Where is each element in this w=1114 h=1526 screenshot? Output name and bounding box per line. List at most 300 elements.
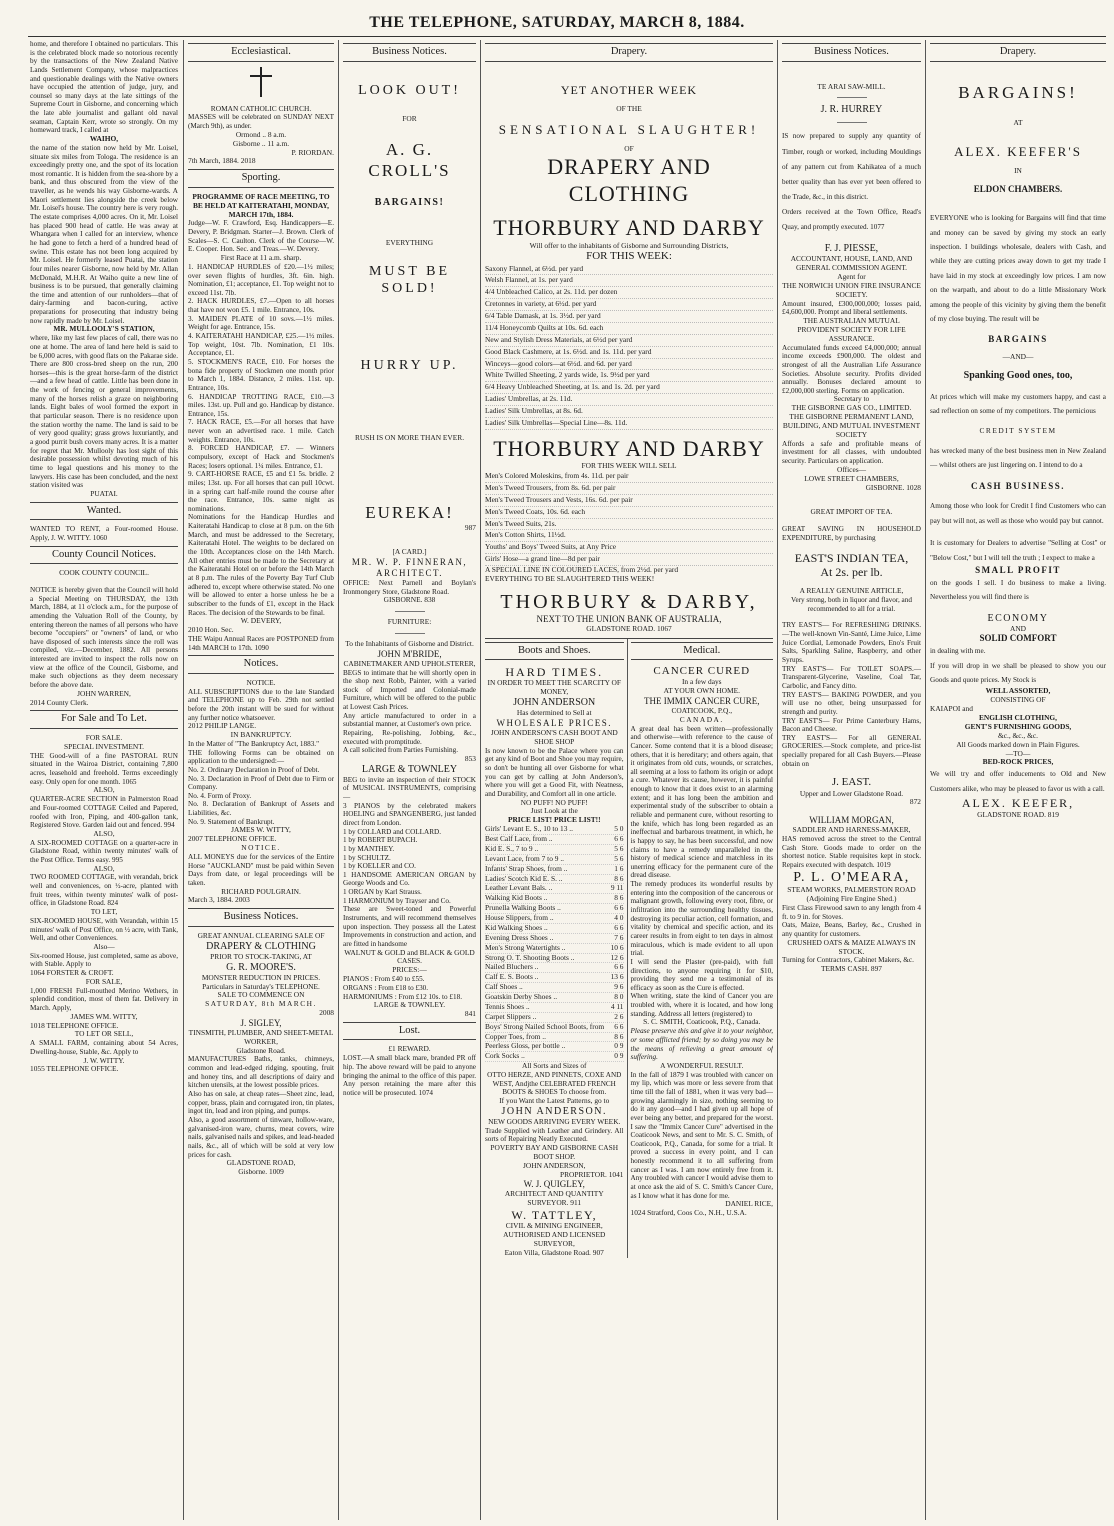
waipu-notice: THE Waipu Annual Races are POSTPONED from 14th MARCH to 17th. 1090: [188, 634, 334, 652]
list-item: Men's Colored Moleskins, from 4s. 11d. per pair: [485, 471, 773, 483]
ad-line: GISBORNE. 838: [383, 595, 436, 605]
list-item: Men's Cotton Shirts, 11½d.: [485, 530, 773, 542]
item-name: Ladies' Scotch Kid E. S. ..: [485, 873, 563, 883]
ad-line: AUTHORISED AND LICENSED SURVEYOR,: [503, 1230, 606, 1249]
ad-headline: G. R. MOORE'S.: [226, 961, 296, 973]
ad-line: PROPRIETOR. 1041: [559, 1169, 624, 1179]
signature: 2007 TELEPHONE OFFICE.: [188, 834, 277, 844]
list-item: 6/4 Table Damask, at 1s. 3½d. per yard: [485, 311, 773, 323]
ad-line: All Sorts and Sizes of: [522, 1061, 587, 1071]
ad-headline: W. J. QUIGLEY,: [523, 1179, 585, 1190]
tolet-ad: SIX-ROOMED HOUSE, with Verandah, within 15 minutes' walk of Post Office, on ½ acre, with Tank, Well, and other Conveniences.: [30, 916, 178, 943]
ad-line: MONSTER REDUCTION IN PRICES.: [201, 972, 321, 982]
ad-headline: J. EAST.: [831, 776, 872, 789]
wanted-ad: WANTED TO RENT, a Four-roomed House. Apply, J. W. WITTY. 1060: [30, 525, 178, 542]
ad-line: A WONDERFUL RESULT.: [660, 1060, 744, 1070]
signature: 2010 Hon. Sec.: [188, 625, 234, 635]
list-item: Ladies' Silk Umbrellas—Special Line—8s. 11d.: [485, 418, 773, 430]
section-header-sale: For Sale and To Let.: [30, 710, 178, 729]
ad-headline: HARD TIMES.: [505, 665, 604, 680]
item-price: 6 6: [614, 903, 624, 913]
item-price: 1 6: [614, 863, 624, 873]
ad-line: GREAT ANNUAL CLEARING SALE OF: [197, 930, 325, 940]
ad-line: &c., &c., &c.: [997, 730, 1039, 740]
ad-headline: DRAPERY AND CLOTHING: [547, 154, 711, 206]
item-name: Girls' Levant E. S., 10 to 13 ..: [485, 824, 573, 834]
ad-title: SPECIAL INVESTMENT.: [63, 741, 145, 751]
price-item: HARMONIUMS : From £12 10s. to £18.: [343, 992, 463, 1001]
also-label: Also—: [93, 941, 115, 951]
section-header-boots: Boots and Shoes.: [485, 642, 624, 661]
item-price: 8 0: [614, 992, 624, 1001]
also-label: ALSO,: [93, 863, 115, 873]
cross-icon: [260, 67, 262, 97]
ad-text: Any article manufactured to order in a substantial manner, at Customer's own price.: [343, 711, 476, 729]
column-4: [485, 40, 773, 1520]
signature: 2012 PHILIP LANGE.: [188, 721, 257, 731]
list-item: Ladies' Umbrellas, at 2s. 11d.: [485, 394, 773, 406]
ad-line: NO PUFF! NO PUFF!: [520, 797, 588, 807]
ad-line: POVERTY BAY AND GISBORNE CASH BOOT SHOP.: [490, 1142, 619, 1161]
subhead: MR. MULLOOLY'S STATION,: [53, 324, 155, 334]
ad-headline: EUREKA!: [365, 503, 454, 523]
ad-text: on the goods I sell. I do business to make a living. Nevertheless you will find there is: [930, 578, 1106, 602]
item-name: Evening Dress Shoes ..: [485, 932, 554, 942]
ad-text: Among those who look for Credit I find Customers who can pay but will not, as well as those who would pay but cannot.: [930, 502, 1106, 525]
ad-line: Agent for: [837, 272, 866, 282]
ad-headline: THORBURY & DARBY,: [500, 590, 758, 613]
ad-headline: At 2s. per lb.: [820, 564, 883, 579]
ad-line: Has determined to Sell at: [516, 708, 592, 718]
ad-line: GENT'S FURNISHING GOODS,: [964, 721, 1072, 731]
list-item: New and Stylish Dress Materials, at 6½d per yard: [485, 335, 773, 347]
race-item: 2. HACK HURDLES, £7.—Open to all horses that have not won £5. 1 mile. Entrance, 10s.: [188, 297, 334, 315]
ad-text: has wrecked many of the best business men in New Zealand — whilst others are just lingering on. I intend to do a: [930, 446, 1106, 470]
item-price: 4 11: [610, 1001, 624, 1011]
ad-text: in dealing with me.: [930, 647, 986, 656]
ad-text: If you will drop in we shall be pleased to show you our Goods and quote prices. My Stock is: [930, 661, 1106, 685]
sheep-ad: 1,000 FRESH Full-mouthed Merino Wethers, in splendid condition, most of them fat. Delivery in March. Apply,: [30, 986, 178, 1012]
instrument-item: 1 by SCHULTZ.: [343, 853, 391, 862]
race-notes: Nominations for the Handicap Hurdles and Kaiteratahi Handicap to close at 8 p.m. on the 6th March, and must be addressed to the Secretary, Kaiteratahi Hotel. The weights to be declared on the 10th. Acceptances close on the 14th March. All other entries must be made to the Secretary at the Kaiteratahi Hotel on or before the 14th March at 8 p.m. The rules of the Poverty Bay Turf Club adhered to, except where otherwise stated. No one will be allowed to enter a horse unless he be a subscriber to the funds of £1, except in the Hack Races. The decision of the Stewards to be final.: [188, 513, 334, 617]
item-price: 5 0: [614, 824, 624, 834]
ad-text: HAS removed across the street to the Central Cash Store. Goods made to order on the shortest notice. Stable requisites kept in stock. Repairs executed with despatch. 1019: [782, 834, 921, 869]
column-rule: [338, 40, 339, 1520]
ad-headline: BARGAINS!: [374, 197, 445, 209]
try-item: TRY EAST'S— BAKING POWDER, and you will use no other, being unsurpassed for strength and purity.: [782, 690, 921, 716]
masthead-rule: [28, 36, 1106, 37]
date-line: 7th March, 1884. 2018: [188, 156, 256, 166]
ad-line: If you Want the Latest Patterns, go to: [499, 1095, 610, 1105]
boot-price-list: [485, 825, 624, 1062]
boots-column: [485, 639, 628, 1258]
also-label: ALSO,: [93, 828, 115, 838]
ad-line: To the Inhabitants of Gisborne and District.: [345, 638, 474, 648]
try-item: TRY EAST'S— For all GENERAL GROCERIES.—Stock complete, and price-list specially prepared for all Cash Buyers.—Please obtain on: [782, 733, 921, 768]
column-2: [188, 40, 334, 1520]
ad-headline: SENSATIONAL SLAUGHTER!: [498, 121, 760, 137]
ad-line: BED-ROCK PRICES,: [982, 757, 1054, 767]
notice-title: IN BANKRUPTCY.: [230, 730, 292, 740]
story-paragraph: the name of the station now held by Mr. Loisel, situate six miles from Tologa. The residence is an exceedingly pretty one, and the spot of its location most romantic. It is hidden from the sea-shore by a bank, and thus obscured from the view of the traveller, as he wends his way Gisborne-wards. A Maori settlement lies alongside the creek below Mr. Loisel's house. The country here is very rough. The estate comprises 4,000 acres. On it, Mr. Loisel has placed 900 head of cattle. He was away at Whangara when I called for an interview, whence he had gone to fetch a herd of a hundred head of swine. This estate has not been long acquired by Mr. Loisel. He formerly leased Puatai, the station four miles nearer Gisborne, now held by Mr. Allan McDonald, M.H.R. At Waiho quite a new line of business is to be pursued, that generally claiming the time and attention of our runholders—that of dairy-farming and bacon-curing, active preparations for prosecuting that industry being now rapidly made by Mr. Loisel.: [30, 143, 178, 325]
ad-line: Just Look at the: [530, 806, 578, 816]
list-item: Good Black Cashmere, at 1s. 6½d. and 1s. 11d. per yard: [485, 347, 773, 359]
list-item: 6/4 Heavy Unbleached Sheeting, at 1s. and 1s. 2d. per yard: [485, 382, 773, 394]
ad-line: CANADA.: [679, 714, 724, 724]
race-title: PROGRAMME OF RACE MEETING, TO BE HELD AT KAITERATAHI, MONDAY, MARCH 17th, 1884.: [192, 191, 330, 219]
ad-text: 1 HANDSOME AMERICAN ORGAN by George Woods and Co.: [343, 870, 476, 888]
item-name: Peerless Gloss, per bottle ..: [485, 1041, 566, 1051]
ad-line: IN: [1014, 166, 1022, 176]
try-item: TRY EAST'S— For TOILET SOAPS.—Transparent-Glycerine, Vaseline, Coal Tar, Carbolic, and Fancy ditto.: [782, 664, 921, 690]
ad-line: £1 REWARD.: [388, 1044, 431, 1054]
ad-line: All Goods marked down in Plain Figures.: [956, 739, 1080, 749]
section-header-business: Business Notices.: [343, 43, 476, 62]
ad-number: 2008: [319, 1008, 334, 1018]
ad-line: PRICE LIST! PRICE LIST!!: [507, 815, 601, 825]
ad-headline: WHOLESALE PRICES.: [496, 718, 612, 729]
ad-text: 1 HARMONIUM by Trayser and Co.: [343, 896, 451, 905]
ad-line: EVERYTHING TO BE SLAUGHTERED THIS WEEK!: [485, 573, 655, 583]
ad-line: KAIAPOI and: [930, 704, 973, 714]
ad-headline: MR. W. P. FINNERAN, ARCHITECT.: [351, 557, 468, 579]
county-subhead: COOK COUNTY COUNCIL.: [59, 568, 149, 578]
church-notice: MASSES will be celebrated on SUNDAY NEXT (March 9th), as under.: [188, 113, 334, 131]
list-item: Welsh Flannel, at 1s. per yard: [485, 275, 773, 287]
ad-text: GREAT SAVING IN HOUSEHOLD EXPENDITURE, by purchasing: [782, 525, 921, 542]
ad-headline: ALEX. KEEFER'S: [954, 143, 1082, 159]
ad-line: OF: [624, 144, 634, 154]
signature: J. W. WITTY.: [83, 1055, 125, 1065]
ad-headline: CASH BUSINESS.: [970, 480, 1066, 491]
item-price: 8 6: [614, 1031, 624, 1041]
ad-line: FOR: [402, 114, 417, 124]
list-item: Men's Tweed Suits, 21s.: [485, 519, 773, 531]
ad-text: I will send the Plaster (pre-paid), with full directions, to anyone requiring it for $10, providing they send me a testimonial of its efficacy as soon as the Cure is effected.: [630, 957, 773, 992]
ad-text: Orders received at the Town Office, Read's Quay, and promptly executed. 1077: [782, 208, 921, 232]
item-name: House Slippers, from ..: [485, 913, 554, 922]
race-item: 3. MAIDEN PLATE of 10 sovs.—1½ miles. Weight for age. Entrance, 15s.: [188, 314, 334, 332]
ad-line: GREAT IMPORT OF TEA.: [810, 507, 893, 517]
section-header-notices: Notices.: [188, 655, 334, 674]
ad-text: When writing, state the kind of Cancer you are troubled with, where it is located, and how long standing. Address all letters (registered) to: [630, 992, 773, 1018]
ad-text: These are Sweet-toned and Powerful Instruments, and will recommend themselves upon inspection. They possess all the Latest Improvements in construction and action, and are fitted in handsome: [343, 905, 476, 948]
ad-headline: JOHN ANDERSON.: [501, 1105, 607, 1117]
ad-line: ENGLISH CLOTHING,: [978, 713, 1058, 723]
form-item: No. 9. Statement of Bankrupt.: [188, 817, 275, 826]
ad-text: OTTO HERZE, AND PINNETS, COXE AND WEST, Andjthe CELEBRATED FRENCH BOOTS & SHOES To choose from.: [487, 1071, 622, 1097]
list-item: Saxony Flannel, at 6½d. per yard: [485, 264, 773, 276]
ad-headline: MUST BE SOLD!: [368, 263, 451, 296]
column-1: [30, 40, 178, 1520]
item-price: 0 9: [614, 1041, 624, 1051]
drapery-price-list: [485, 264, 773, 430]
masthead: THE TELEPHONE, SATURDAY, MARCH 8, 1884.: [369, 14, 745, 31]
ad-text: BEGS to intimate that he will shortly open in the shop next Robb, Painter, with a varied stock of Imported and Colonial-made Furniture, which will be offered to the public at Lowest Cash Prices.: [343, 668, 476, 712]
signature: 1024 Stratford, Coos Co., N.H., U.S.A.: [630, 1208, 747, 1218]
ad-line: FOR THIS WEEK WILL SELL: [581, 461, 677, 471]
list-item: Cretonnes in variety, at 6½d. per yard: [485, 299, 773, 311]
ad-line: COATICOOK, P.Q.,: [671, 705, 733, 715]
list-item: Winceys—good colors—at 6½d. and 6d. per yard: [485, 359, 773, 371]
notice-title: NOTICE.: [246, 677, 276, 687]
ad-line: Offices—: [836, 464, 866, 474]
list-item: Men's Tweed Trousers, from 8s. 6d. per pair: [485, 483, 773, 495]
column-5: [782, 40, 921, 1520]
ad-line: GLADSTONE ROAD. 819: [977, 809, 1059, 819]
ad-line: Upper and Lower Gladstone Road.: [799, 788, 904, 798]
ad-headline: CANCER CURED: [653, 665, 751, 678]
item-price: 10 6: [610, 942, 624, 952]
ad-headline: LARGE & TOWNLEY: [361, 763, 458, 775]
item-price: 6 6: [614, 1021, 624, 1031]
item-name: Best Calf Lace, from ..: [485, 834, 553, 843]
ad-line: —AND—: [1002, 352, 1034, 362]
ad-line: WELL ASSORTED,: [985, 686, 1051, 696]
ad-headline: BARGAINS: [988, 334, 1048, 345]
ad-line: SATURDAY, 8th MARCH.: [205, 999, 317, 1009]
ad-text: Turning for Contractors, Cabinet Makers, &c.: [782, 956, 914, 965]
item-name: Calf E. S. Boots ..: [485, 972, 539, 982]
medical-column: [628, 639, 773, 1258]
ad-line: WALNUT & GOLD and BLACK & GOLD CASES.: [344, 947, 475, 966]
instrument-item: 1 by COLLARD and COLLARD.: [343, 827, 442, 836]
sale-ad: TWO ROOMED COTTAGE, with verandah, brick well and conveniences, on ½-acre, planted with fruit trees, within twenty minutes' walk of post-office, in Gladstone Road. 824: [30, 873, 178, 908]
ad-text: Please preserve this and give it to your neighbor, or some afflicted friend; by so doing you may be the means of relieving a great amount of suffering.: [630, 1027, 773, 1062]
item-name: Levant Lace, from 7 to 9 ..: [485, 853, 565, 863]
ad-headline: HURRY UP.: [360, 357, 459, 373]
ad-headline: ALEX. KEEFER,: [961, 796, 1075, 811]
ad-headline: W. TATTLEY,: [511, 1208, 598, 1222]
ad-headline: Spanking Good ones, too,: [963, 370, 1073, 382]
ad-headline: DRAPERY & CLOTHING: [206, 940, 316, 952]
item-name: Kid E. S., 7 to 9 ..: [485, 843, 539, 853]
clothing-price-list: [485, 471, 773, 566]
price-item: ORGANS : From £18 to £30.: [343, 983, 429, 992]
signature: W. DEVERY,: [240, 616, 282, 626]
notice-text: In the Matter of "The Bankruptcy Act, 1883.": [188, 739, 320, 748]
list-item: White Twilled Sheeting, 2 yards wide, 1s. 9½d per yard: [485, 370, 773, 382]
item-price: 6 6: [614, 922, 624, 932]
list-item: Men's Tweed Trousers and Vests, 16s. 6d. per pair: [485, 495, 773, 507]
notice-title: NOTICE.: [241, 843, 281, 853]
ad-text: EVERYONE who is looking for Bargains will find that time and money can be saved by giving my stock an early inspection. I buildings wholesale, dealers with Cash, and while they are cutting prices away down to get my trade I have laid in my stock at exceedingly low prices. I am now on the warpath, and about to do a little Missionary Work among the people of this vicinity by giving them the benefit of my close buying. The result will be: [930, 214, 1106, 323]
ad-text: 3 PIANOS by the celebrated makers HOELING and SPANGENBERG, just landed direct from London.: [343, 801, 476, 827]
item-name: Prunella Walking Boots ..: [485, 903, 561, 913]
item-name: Calf Shoes ..: [485, 982, 523, 992]
ad-title: FOR SALE,: [85, 976, 123, 986]
ad-line: CIVIL & MINING ENGINEER,: [505, 1221, 603, 1231]
subhead: PUATAI.: [90, 488, 118, 498]
ad-line: A SPECIAL LINE IN COLOURED LACES, from 2½d. per yard: [485, 565, 679, 575]
item-name: Leather Levant Bals. ..: [485, 883, 553, 893]
section-header-county: County Council Notices.: [30, 546, 178, 565]
ad-headline: THORBURY AND DARBY: [493, 215, 765, 241]
item-name: Infants' Strap Shoes, from ..: [485, 863, 568, 873]
story-paragraph: where, like my last few places of call, there was no one at home. The area of land here held is said to be 6,000 acres, with good flats on the Pakarae side. There are 800 cross-bred sheep on the run, 200 horses—this is the great horse-farm of the district—and a few head of cattle. Little has been done in the work of fencing or general improvements, many of the horses relish a graze on neighboring lands. Eight bales of wool formed the export in that particular season. There is no residence upon the station worthy the name. The land is said to be of very good quality; grass grows luxuriantly, and a good purrit bush covers many acres. It is a matter for regret that Mr. Mullooly has lost sight of this desirable possession whilst devoting much of his time to legal questions and his money to the lawyers. His case has been concluded, and the next station visited was: [30, 334, 178, 490]
list-item: Ladies' Silk Umbrellas, at 8s. 6d.: [485, 406, 773, 418]
ad-headline: THORBURY AND DARBY: [493, 435, 765, 461]
section-header-wanted: Wanted.: [30, 502, 178, 521]
item-price: 5 6: [614, 853, 624, 863]
item-name: Boys' Strong Nailed School Boots, from: [485, 1021, 605, 1031]
section-header-lost: Lost.: [343, 1022, 476, 1041]
ad-headline: EAST'S INDIAN TEA,: [794, 550, 909, 565]
price-item: PIANOS : From £40 to £55.: [343, 975, 425, 984]
race-item: 1. HANDICAP HURDLES of £20.—1½ miles; over seven flights of hurdles, 3ft. 6in. high. Nomination, £1; acceptance, £1. Top weight not to exceed 11st. 7lb.: [188, 262, 334, 297]
signature: 1064 FORSTER & CROFT.: [30, 967, 114, 977]
race-item: 5. STOCKMEN'S RACE, £10. For horses the bona fide property of Stockmen one month prior to March 1, 1884. Distance, 2 miles. 11st. up. Entrance, 10s.: [188, 357, 334, 392]
signature: 2014 County Clerk.: [30, 697, 89, 707]
ad-text: At prices which will make my customers happy, and cast a sad reflection on some of my competitors. The pernicious: [930, 393, 1106, 416]
ad-text: Repairing, Re-polishing, Jobbing, &c., executed with promptitude.: [343, 728, 476, 746]
item-price: 9 11: [610, 883, 624, 893]
ad-line: A REALLY GENUINE ARTICLE,: [799, 586, 904, 596]
list-item: Men's Tweed Coats, 10s. 6d. each: [485, 507, 773, 519]
ad-line: TINSMITH, PLUMBER, AND SHEET-METAL WORKER,: [188, 1027, 334, 1046]
ad-text: Is now known to be the Palace where you can get any kind of Boot and Shoe you may require, so don't be hunting all over Gisborne for what you can get by calling at John Anderson's, where you will get a Good Fit, with Neatness, and Durability, and Comfort all in one article.: [485, 746, 624, 798]
church-title: ROMAN CATHOLIC CHURCH.: [210, 103, 312, 113]
ad-headline: JOHN M'BRIDE,: [377, 648, 442, 659]
ad-line: RUSH IS ON MORE THAN EVER.: [354, 433, 465, 443]
ad-headline: SOLID COMFORT: [979, 633, 1057, 644]
ad-line: (Adjoining Fire Engine Shed.): [806, 894, 897, 904]
mass-time: Gisborne .. 11 a.m.: [232, 138, 290, 148]
section-header-drapery: Drapery.: [930, 43, 1106, 62]
ad-line: Eaton Villa, Gladstone Road. 907: [504, 1248, 604, 1258]
ad-line: TE ARAI SAW-MILL.: [817, 81, 886, 91]
ad-line: GLADSTONE ROAD,: [226, 1158, 296, 1168]
ad-title: TO LET OR SELL,: [74, 1029, 134, 1039]
ad-line: FURNITURE:: [387, 617, 432, 627]
race-item: 6. HANDICAP TROTTING RACE, £10.—3 miles. 13st. up. Pull and go. Handicap by distance. Entrance, 15s.: [188, 392, 334, 418]
story-paragraph: home, and therefore I obtained no particulars. This is the celebrated block made so notorious recently by the transactions of the New Zealand Native Lands Settlement Company, whose malpractices and questionable dealings with the Native owners have occupied the attention of judge, jury, and counsel so many days at the late sittings of the Supreme Court in Gisborne, and concerning which the late able journalist and gallant old naval seaman, Captain Kerr, wrote so strongly. On my homeward track, I called at: [30, 40, 178, 135]
ad-line: CABINETMAKER AND UPHOLSTERER,: [343, 658, 476, 668]
item-name: Copper Toes, from ..: [485, 1031, 546, 1041]
ad-title: TO LET,: [90, 907, 118, 917]
race-item: 8. FORCED HANDICAP, £7. — Winners compulsory, except of Hack and Stockmen's Races; losers optional. 1¼ miles. Entrance, £1.: [188, 444, 334, 470]
ad-headline: THE IMMIX CANCER CURE,: [644, 696, 760, 707]
item-price: 2 6: [614, 1011, 624, 1021]
ad-text: First Class Firewood sawn to any length from 4 ft. to 9 in. for Stoves.: [782, 904, 921, 921]
county-notice: NOTICE is hereby given that the Council will hold a Special Meeting on THURSDAY, the 13th March, 1884, at 11 o'clock a.m., for the purpose of amending the Valuation Roll of the County, by entering thereon the names of all persons who have become "occupiers" or "owners" of land, or who have disposed of such interests since the roll was compiled, viz.—December, 1882. All persons interested are invited to inspect the rolls now on view at the office of the Council, Gisborne, and make such objections as they deem necessary before the above date.: [30, 586, 178, 690]
ad-headline: F. J. PIESSE,: [824, 243, 879, 255]
ad-line: ARCHITECT AND QUANTITY SURVEYOR. 911: [504, 1189, 604, 1208]
sale-ad: QUARTER-ACRE SECTION in Palmerston Road and Four-roomed COTTAGE Ceiled and Papered, roofed with Iron, Piping, and 400-gallon tank, Registered Stove. Garden laid out and fenced. 994: [30, 795, 178, 830]
race-item: 9. CART-HORSE RACE, £5 and £1 5s. bridle. 2 miles; 13st. up. For all horses that can pull 10cwt. in a spring cart half-mile round the course after the race. Entrance, 10s. same night as nominations.: [188, 470, 334, 513]
ad-line: PRICES:—: [392, 965, 427, 975]
ad-line: THE GISBORNE GAS CO., LIMITED.: [791, 403, 912, 413]
list-item: Youths' and Boys' Tweed Suits, at Any Price: [485, 542, 773, 554]
ad-line: AND: [1009, 623, 1026, 633]
ad-line: GISBORNE. 1028: [865, 482, 921, 492]
ad-line: OF THE: [616, 103, 642, 113]
mass-time: Ormond .. 8 a.m.: [235, 129, 287, 139]
item-name: Kid Walking Shoes ..: [485, 922, 548, 932]
column-rule: [925, 40, 926, 1520]
column-6: [930, 40, 1106, 1520]
ad-line: AT: [1013, 117, 1023, 127]
try-item: TRY EAST'S— For REFRESHING DRINKS.—The well-known Vin-Santé, Lime Juice, Lime Juice Cordial, Lemonade Powders, Eno's Fruit Salts, Sparkling Saline, Raspberry, and other Syrups.: [782, 621, 921, 665]
section-header-medical: Medical.: [631, 642, 773, 661]
ad-headline: WILLIAM MORGAN,: [809, 815, 894, 826]
ad-text: IS now prepared to supply any quantity of Timber, rough or worked, including Mouldings of any pattern cut from Kahikatea of a much better quality than has ever yet been offered to the Trade, &c., in this district.: [782, 132, 921, 201]
item-price: 4 0: [614, 913, 624, 922]
ad-headline: SMALL PROFIT: [975, 564, 1061, 575]
signature: JOHN WARREN,: [77, 688, 131, 698]
item-price: 5 6: [614, 843, 624, 853]
ad-line: JOHN ANDERSON,: [523, 1160, 586, 1170]
ad-headline: ELDON CHAMBERS.: [973, 184, 1063, 195]
form-item: No. 3. Declaration in Proof of Debt due to Firm or Company.: [188, 774, 334, 792]
instrument-item: 1 by KOELLER and CO.: [343, 862, 416, 871]
ad-line: Gladstone Road.: [236, 1045, 286, 1055]
column-rule: [777, 40, 778, 1520]
ad-number: 853: [464, 753, 476, 763]
ad-text: Also has on sale, at cheap rates—Sheet zinc, lead, copper, brass, plain and corrugated iron, tin plates, ingot tin, lead and iron piping, and pumps.: [188, 1090, 334, 1116]
ad-line: TERMS CASH. 897: [821, 964, 882, 974]
ad-text: MANUFACTURES Baths, tanks, chimneys, common and lead-edged ridging, spouting, fruit and honey tins, and all descriptions of dairy and kitchen utensils, at the lowest possible prices.: [188, 1055, 334, 1090]
ad-line: In a few days: [681, 677, 722, 687]
item-name: Goatskin Derby Shoes ..: [485, 992, 558, 1001]
signature: RICHARD POULGRAIN.: [221, 886, 301, 896]
item-name: Tennis Shoes ..: [485, 1001, 530, 1011]
ad-headline: A. G. CROLL'S: [368, 140, 451, 180]
ad-line: CONSISTING OF: [990, 695, 1046, 705]
subhead: WAIHO,: [89, 134, 119, 144]
form-item: No. 8. Declaration of Bankrupt of Assets and Liabilities, &c.: [188, 800, 334, 818]
ad-line: SALE TO COMMENCE ON: [217, 990, 305, 1000]
ad-line: Particulars in Saturday's TELEPHONE.: [202, 981, 320, 991]
ad-text: A call solicited from Parties Furnishing.: [343, 746, 458, 755]
try-item: TRY EAST'S— For Prime Canterbury Hams, Bacon and Cheese.: [782, 716, 921, 734]
ad-line: STEAM WORKS, PALMERSTON ROAD: [787, 885, 916, 895]
signature: 1018 TELEPHONE OFFICE.: [30, 1020, 119, 1030]
list-item: Girls' Hose—a grand line—8d per pair: [485, 554, 773, 566]
ad-headline: P. L. O'MEARA,: [793, 869, 910, 885]
ad-text: OFFICE: Next Parnell and Boylan's Ironmongery Store, Gladstone Road.: [343, 578, 476, 596]
ad-line: [A CARD.]: [392, 547, 427, 557]
ad-headline: YET ANOTHER WEEK: [560, 82, 698, 97]
date-line: March 3, 1884. 2003: [188, 895, 250, 905]
ad-line: Gisborne. 1009: [238, 1167, 284, 1177]
signature: JAMES W. WITTY,: [231, 825, 291, 835]
ad-headline: J. R. HURREY: [820, 104, 883, 116]
ad-text: The remedy produces its wonderful results by entering into the composition of the cancerous or malignant growth, following every root, fibre, or infiltration into the surrounding healthy tissues, destroying its peculiar action, cell formation, and vitality by chemical and specific action, and its career results in from eight to ten days in almost miraculous, which is made evident to all upon trial.: [630, 880, 773, 958]
ad-headline: JOHN ANDERSON: [513, 697, 596, 709]
ad-number: 872: [909, 797, 921, 807]
list-item: 4/4 Unbleached Calico, at 2s. 11d. per dozen: [485, 287, 773, 299]
item-price: 0 9: [614, 1051, 624, 1061]
section-header-drapery: Drapery.: [485, 43, 773, 62]
ad-text: We will try and offer inducements to Old and New Customers alike, who may be pleased to favor us with a call.: [930, 770, 1106, 793]
ad-text: Accumulated funds exceed £4,000,000; annual income exceeds £900,000. The oldest and strongest of all the Australian Life Assurance Societies. Absolute security. Profits divided annually. Bonuses declared amount to £2,000,000 sterling. Forms on application.: [782, 343, 921, 395]
ad-line: LARGE & TOWNLEY.: [373, 1000, 446, 1010]
ad-line: SADDLER AND HARNESS-MAKER,: [792, 825, 911, 835]
sale-ad: A SIX-ROOMED COTTAGE on a quarter-acre in Gladstone Road, within twenty minutes' walk of the Post Office. Terms easy. 995: [30, 838, 178, 864]
ad-line: Secretary to: [833, 394, 870, 404]
signature: P. RIORDAN.: [291, 147, 334, 157]
signature: DANIEL RICE,: [725, 1199, 773, 1209]
ad-title: FOR SALE.: [85, 733, 123, 743]
ad-line: JOHN ANDERSON'S CASH BOOT AND SHOE SHOP: [490, 727, 618, 746]
ad-line: LOWE STREET CHAMBERS,: [804, 473, 899, 483]
ad-number: 841: [464, 1009, 476, 1019]
form-item: No. 2. Ordinary Declaration in Proof of Debt.: [188, 765, 320, 774]
ad-headline: BARGAINS!: [958, 82, 1078, 102]
instrument-item: 1 by ROBERT BUPACH.: [343, 836, 418, 845]
ad-text: A great deal has been written—professionally and otherwise—with reference to the cause of Cancer. Some contend that it is a blood disease; others, that it is hereditary; and others again, that it originates from old cuts, wounds, or scratches, all seeming at a loss to fathom its origin or adopt a cure. Whatever its cause, however, it is painful enough to know that it does exist to an alarming extent; and it has long been the ambition and experimental study of the subscriber to obtain a reliable and permanent cure, without resorting to the knife, which has long been regarded as an ineffectual and barbarous treatment, in which, he is happy to say, he has been successful, and now claims to have a remedy unparalleled in the history of medical science and matchless in its unerring efficacy for the permanent cure of the dread disease.: [630, 724, 773, 880]
